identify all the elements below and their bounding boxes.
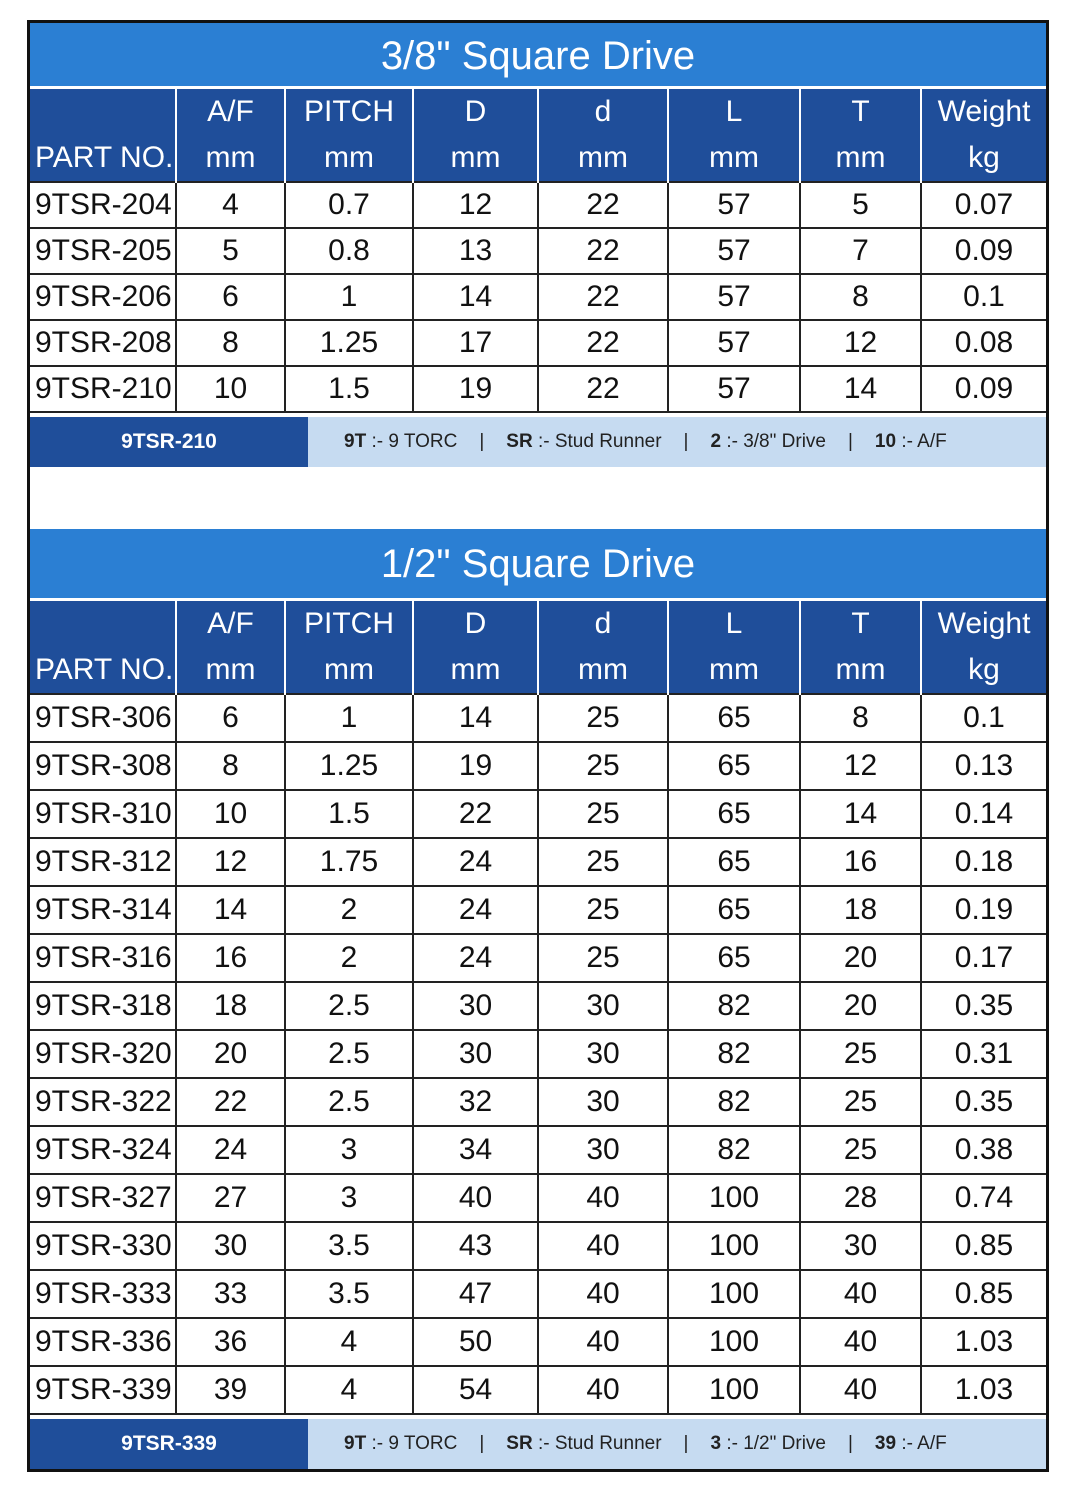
header-row <box>30 601 1046 694</box>
value-cell: 5 <box>800 182 921 228</box>
value-cell: 43 <box>413 1222 538 1270</box>
table-row <box>30 1318 1046 1366</box>
part-number-cell: 9TSR-333 <box>30 1270 176 1318</box>
value-cell: 50 <box>413 1318 538 1366</box>
value-cell: 57 <box>668 228 800 274</box>
value-cell: 100 <box>668 1366 800 1414</box>
value-cell: 0.85 <box>921 1222 1046 1270</box>
legend-item <box>344 431 457 452</box>
value-cell: 30 <box>176 1222 285 1270</box>
part-number-cell: 9TSR-210 <box>30 366 176 412</box>
value-cell: 0.08 <box>921 320 1046 366</box>
value-cell: 2.5 <box>285 982 413 1030</box>
value-cell: 82 <box>668 1126 800 1174</box>
value-cell: 0.09 <box>921 366 1046 412</box>
value-cell: 32 <box>413 1078 538 1126</box>
value-cell: 100 <box>668 1222 800 1270</box>
value-cell: 0.14 <box>921 790 1046 838</box>
section-1-2-drive <box>30 529 1046 1469</box>
column-header <box>668 601 800 694</box>
legend-desc: :- Stud Runner <box>532 431 662 452</box>
value-cell: 12 <box>800 742 921 790</box>
legend-code: 10 <box>874 431 897 452</box>
value-cell: 4 <box>176 182 285 228</box>
value-cell: 25 <box>800 1126 921 1174</box>
header-unit: kg <box>968 653 1000 686</box>
header-label: T <box>851 95 870 128</box>
legend-item <box>875 1433 947 1454</box>
section-title: 3/8" Square Drive <box>30 23 1046 89</box>
value-cell: 54 <box>413 1366 538 1414</box>
legend-item <box>506 1433 661 1454</box>
legend-desc: :- 1/2" Drive <box>721 1433 826 1454</box>
value-cell: 20 <box>800 982 921 1030</box>
value-cell: 100 <box>668 1174 800 1222</box>
value-cell: 82 <box>668 1078 800 1126</box>
header-label: L <box>725 607 743 640</box>
legend-codes <box>308 1419 1046 1469</box>
part-number-cell: 9TSR-314 <box>30 886 176 934</box>
header-unit: mm <box>450 653 501 686</box>
table-row <box>30 934 1046 982</box>
value-cell: 0.1 <box>921 694 1046 742</box>
value-cell: 0.19 <box>921 886 1046 934</box>
value-cell: 30 <box>538 1078 668 1126</box>
value-cell: 65 <box>668 934 800 982</box>
header-unit: PART NO. <box>35 141 174 174</box>
value-cell: 14 <box>413 694 538 742</box>
legend-desc: :- Stud Runner <box>532 1433 662 1454</box>
header-unit: mm <box>205 141 256 174</box>
value-cell: 65 <box>668 694 800 742</box>
header-unit: PART NO. <box>35 653 174 686</box>
value-cell: 24 <box>176 1126 285 1174</box>
value-cell: 14 <box>800 366 921 412</box>
value-cell: 40 <box>538 1318 668 1366</box>
table-row <box>30 228 1046 274</box>
section-title: 1/2" Square Drive <box>30 529 1046 601</box>
value-cell: 25 <box>538 838 668 886</box>
section-gap <box>30 475 1046 529</box>
value-cell: 1.03 <box>921 1366 1046 1414</box>
value-cell: 0.18 <box>921 838 1046 886</box>
value-cell: 3 <box>285 1126 413 1174</box>
legend-desc: :- A/F <box>896 1433 947 1454</box>
header-unit: mm <box>324 653 374 686</box>
part-number-cell: 9TSR-205 <box>30 228 176 274</box>
value-cell: 0.1 <box>921 274 1046 320</box>
table-row <box>30 274 1046 320</box>
legend-item <box>710 1433 826 1454</box>
table-row <box>30 182 1046 228</box>
value-cell: 0.09 <box>921 228 1046 274</box>
table-row <box>30 1270 1046 1318</box>
legend-separator: | <box>479 431 485 452</box>
value-cell: 65 <box>668 790 800 838</box>
value-cell: 2.5 <box>285 1078 413 1126</box>
spec-sheet <box>27 20 1049 1472</box>
column-header <box>921 89 1046 182</box>
column-header <box>413 89 538 182</box>
legend-separator: | <box>847 1433 853 1454</box>
column-header <box>800 601 921 694</box>
spec-table <box>30 601 1046 1415</box>
value-cell: 2 <box>285 934 413 982</box>
header-label: PITCH <box>304 607 394 640</box>
value-cell: 2 <box>285 886 413 934</box>
column-header <box>285 601 413 694</box>
value-cell: 19 <box>413 366 538 412</box>
value-cell: 2.5 <box>285 1030 413 1078</box>
value-cell: 8 <box>800 274 921 320</box>
legend-code: 9T <box>344 431 367 452</box>
value-cell: 34 <box>413 1126 538 1174</box>
header-unit: mm <box>450 141 501 174</box>
value-cell: 22 <box>538 182 668 228</box>
value-cell: 47 <box>413 1270 538 1318</box>
value-cell: 1.03 <box>921 1318 1046 1366</box>
column-header <box>30 601 176 694</box>
table-row <box>30 886 1046 934</box>
part-number-cell: 9TSR-312 <box>30 838 176 886</box>
column-header <box>538 89 668 182</box>
header-unit: kg <box>968 141 1000 174</box>
value-cell: 65 <box>668 742 800 790</box>
value-cell: 5 <box>176 228 285 274</box>
table-row <box>30 742 1046 790</box>
value-cell: 24 <box>413 838 538 886</box>
part-number-cell: 9TSR-330 <box>30 1222 176 1270</box>
header-unit: mm <box>578 141 628 174</box>
legend-desc: :- 3/8" Drive <box>721 431 826 452</box>
value-cell: 40 <box>538 1222 668 1270</box>
table-row <box>30 366 1046 412</box>
table-row <box>30 982 1046 1030</box>
value-cell: 40 <box>538 1366 668 1414</box>
value-cell: 0.8 <box>285 228 413 274</box>
value-cell: 22 <box>538 366 668 412</box>
value-cell: 3 <box>285 1174 413 1222</box>
value-cell: 40 <box>800 1318 921 1366</box>
value-cell: 1.5 <box>285 366 413 412</box>
header-label: d <box>594 607 612 640</box>
value-cell: 8 <box>176 742 285 790</box>
part-number-cell: 9TSR-318 <box>30 982 176 1030</box>
header-unit: mm <box>205 653 256 686</box>
value-cell: 1.75 <box>285 838 413 886</box>
column-header <box>800 89 921 182</box>
value-cell: 6 <box>176 274 285 320</box>
legend-separator: | <box>847 431 853 452</box>
header-label: A/F <box>207 607 254 640</box>
header-label: PITCH <box>304 95 394 128</box>
value-cell: 30 <box>538 982 668 1030</box>
header-label <box>35 89 175 135</box>
value-cell: 57 <box>668 182 800 228</box>
part-number-cell: 9TSR-320 <box>30 1030 176 1078</box>
legend-code: 2 <box>710 431 722 452</box>
value-cell: 22 <box>413 790 538 838</box>
part-number-cell: 9TSR-206 <box>30 274 176 320</box>
value-cell: 27 <box>176 1174 285 1222</box>
value-cell: 40 <box>800 1366 921 1414</box>
value-cell: 1.5 <box>285 790 413 838</box>
value-cell: 25 <box>538 934 668 982</box>
part-number-cell: 9TSR-316 <box>30 934 176 982</box>
header-unit: mm <box>709 653 759 686</box>
value-cell: 1 <box>285 274 413 320</box>
header-label: D <box>464 607 487 640</box>
value-cell: 24 <box>413 886 538 934</box>
value-cell: 0.85 <box>921 1270 1046 1318</box>
table-row <box>30 1078 1046 1126</box>
value-cell: 0.13 <box>921 742 1046 790</box>
legend-desc: :- A/F <box>896 431 947 452</box>
value-cell: 14 <box>800 790 921 838</box>
value-cell: 22 <box>538 228 668 274</box>
part-number-cell: 9TSR-204 <box>30 182 176 228</box>
header-label <box>35 601 175 647</box>
table-row <box>30 694 1046 742</box>
header-unit: mm <box>835 653 886 686</box>
column-header <box>668 89 800 182</box>
header-label: D <box>464 95 487 128</box>
part-number-cell: 9TSR-327 <box>30 1174 176 1222</box>
column-header <box>413 601 538 694</box>
value-cell: 40 <box>538 1174 668 1222</box>
value-cell: 25 <box>538 742 668 790</box>
value-cell: 100 <box>668 1318 800 1366</box>
value-cell: 30 <box>413 1030 538 1078</box>
value-cell: 14 <box>176 886 285 934</box>
legend-item <box>710 431 826 452</box>
legend-separator: | <box>479 1433 485 1454</box>
value-cell: 0.35 <box>921 1078 1046 1126</box>
table-row <box>30 320 1046 366</box>
value-cell: 3.5 <box>285 1222 413 1270</box>
header-label: L <box>725 95 743 128</box>
value-cell: 16 <box>800 838 921 886</box>
value-cell: 57 <box>668 320 800 366</box>
part-number-cell: 9TSR-310 <box>30 790 176 838</box>
value-cell: 30 <box>538 1030 668 1078</box>
column-header <box>538 601 668 694</box>
header-unit: mm <box>578 653 628 686</box>
legend-item <box>506 431 661 452</box>
value-cell: 18 <box>800 886 921 934</box>
value-cell: 20 <box>176 1030 285 1078</box>
value-cell: 22 <box>176 1078 285 1126</box>
legend-desc: :- 9 TORC <box>366 431 458 452</box>
legend-code: SR <box>506 431 533 452</box>
value-cell: 0.38 <box>921 1126 1046 1174</box>
table-row <box>30 1366 1046 1414</box>
value-cell: 14 <box>413 274 538 320</box>
legend-desc: :- 9 TORC <box>366 1433 458 1454</box>
value-cell: 0.07 <box>921 182 1046 228</box>
column-header <box>176 601 285 694</box>
legend-item <box>344 1433 457 1454</box>
value-cell: 24 <box>413 934 538 982</box>
value-cell: 30 <box>413 982 538 1030</box>
header-unit: mm <box>709 141 759 174</box>
legend-code: 9T <box>344 1433 367 1454</box>
value-cell: 18 <box>176 982 285 1030</box>
value-cell: 13 <box>413 228 538 274</box>
section-3-8-drive <box>30 23 1046 467</box>
value-cell: 0.17 <box>921 934 1046 982</box>
value-cell: 40 <box>413 1174 538 1222</box>
header-unit: mm <box>324 141 374 174</box>
value-cell: 20 <box>800 934 921 982</box>
part-number-legend <box>30 1419 1046 1469</box>
value-cell: 0.35 <box>921 982 1046 1030</box>
value-cell: 22 <box>538 274 668 320</box>
legend-codes <box>308 417 1046 467</box>
legend-code: SR <box>506 1433 533 1454</box>
value-cell: 7 <box>800 228 921 274</box>
value-cell: 1 <box>285 694 413 742</box>
legend-part-number: 9TSR-339 <box>30 1419 308 1469</box>
value-cell: 4 <box>285 1318 413 1366</box>
value-cell: 28 <box>800 1174 921 1222</box>
value-cell: 0.74 <box>921 1174 1046 1222</box>
value-cell: 65 <box>668 886 800 934</box>
value-cell: 0.31 <box>921 1030 1046 1078</box>
column-header <box>921 601 1046 694</box>
header-label: Weight <box>937 607 1031 640</box>
value-cell: 6 <box>176 694 285 742</box>
part-number-cell: 9TSR-339 <box>30 1366 176 1414</box>
value-cell: 65 <box>668 838 800 886</box>
value-cell: 10 <box>176 790 285 838</box>
value-cell: 57 <box>668 274 800 320</box>
value-cell: 25 <box>538 886 668 934</box>
value-cell: 40 <box>538 1270 668 1318</box>
header-row <box>30 89 1046 182</box>
column-header <box>176 89 285 182</box>
part-number-cell: 9TSR-324 <box>30 1126 176 1174</box>
value-cell: 22 <box>538 320 668 366</box>
legend-code: 39 <box>874 1433 897 1454</box>
table-row <box>30 1222 1046 1270</box>
value-cell: 33 <box>176 1270 285 1318</box>
value-cell: 25 <box>538 694 668 742</box>
header-label: T <box>851 607 870 640</box>
value-cell: 30 <box>538 1126 668 1174</box>
value-cell: 25 <box>800 1078 921 1126</box>
part-number-cell: 9TSR-306 <box>30 694 176 742</box>
part-number-cell: 9TSR-322 <box>30 1078 176 1126</box>
value-cell: 40 <box>800 1270 921 1318</box>
value-cell: 3.5 <box>285 1270 413 1318</box>
legend-item <box>875 431 947 452</box>
value-cell: 0.7 <box>285 182 413 228</box>
value-cell: 12 <box>800 320 921 366</box>
value-cell: 8 <box>800 694 921 742</box>
value-cell: 30 <box>800 1222 921 1270</box>
table-row <box>30 790 1046 838</box>
header-unit: mm <box>835 141 886 174</box>
value-cell: 19 <box>413 742 538 790</box>
value-cell: 12 <box>176 838 285 886</box>
column-header <box>30 89 176 182</box>
value-cell: 82 <box>668 1030 800 1078</box>
value-cell: 36 <box>176 1318 285 1366</box>
value-cell: 25 <box>800 1030 921 1078</box>
value-cell: 17 <box>413 320 538 366</box>
value-cell: 16 <box>176 934 285 982</box>
legend-separator: | <box>683 1433 689 1454</box>
header-label: Weight <box>937 95 1031 128</box>
header-label: d <box>594 95 612 128</box>
table-row <box>30 1126 1046 1174</box>
table-row <box>30 1030 1046 1078</box>
value-cell: 10 <box>176 366 285 412</box>
legend-code: 3 <box>710 1433 722 1454</box>
part-number-legend <box>30 417 1046 467</box>
value-cell: 100 <box>668 1270 800 1318</box>
value-cell: 1.25 <box>285 742 413 790</box>
value-cell: 8 <box>176 320 285 366</box>
legend-separator: | <box>683 431 689 452</box>
part-number-cell: 9TSR-208 <box>30 320 176 366</box>
value-cell: 82 <box>668 982 800 1030</box>
value-cell: 25 <box>538 790 668 838</box>
table-row <box>30 838 1046 886</box>
value-cell: 1.25 <box>285 320 413 366</box>
column-header <box>285 89 413 182</box>
legend-part-number: 9TSR-210 <box>30 417 308 467</box>
header-label: A/F <box>207 95 254 128</box>
value-cell: 12 <box>413 182 538 228</box>
value-cell: 57 <box>668 366 800 412</box>
part-number-cell: 9TSR-308 <box>30 742 176 790</box>
spec-table <box>30 89 1046 413</box>
value-cell: 39 <box>176 1366 285 1414</box>
value-cell: 4 <box>285 1366 413 1414</box>
part-number-cell: 9TSR-336 <box>30 1318 176 1366</box>
table-row <box>30 1174 1046 1222</box>
